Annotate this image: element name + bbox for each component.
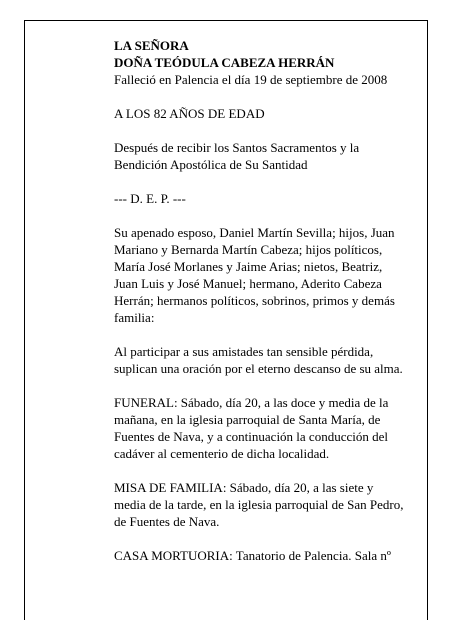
death-notice: Falleció en Palencia el día 19 de septiembre de 2008 xyxy=(114,72,388,87)
family-line: Juan Luis y José Manuel; hermano, Aderito Cabeza xyxy=(114,276,382,291)
spacer xyxy=(114,326,414,343)
family-line: familia: xyxy=(114,310,155,325)
spacer xyxy=(114,530,414,547)
family-line: Su apenado esposo, Daniel Martín Sevilla; hijos, Juan xyxy=(114,225,395,240)
mortuary-line: CASA MORTUORIA: Tanatorio de Palencia. Sala nº xyxy=(114,548,391,563)
sacraments-line: Bendición Apostólica de Su Santidad xyxy=(114,157,308,172)
funeral-line: FUNERAL: Sábado, día 20, a las doce y media de la xyxy=(114,395,389,410)
age-line: A LOS 82 AÑOS DE EDAD xyxy=(114,106,265,121)
funeral-line: cadáver al cementerio de dicha localidad. xyxy=(114,446,330,461)
funeral-line: Fuentes de Nava, y a continuación la conducción del xyxy=(114,429,388,444)
deceased-name: DOÑA TEÓDULA CABEZA HERRÁN xyxy=(114,55,335,70)
family-mass-line: media de la tarde, en la iglesia parroquial de San Pedro, xyxy=(114,497,404,512)
spacer xyxy=(114,122,414,139)
family-line: Mariano y Bernarda Martín Cabeza; hijos políticos, xyxy=(114,242,383,257)
spacer xyxy=(114,207,414,224)
family-line: María José Morlanes y Jaime Arias; nietos, Beatriz, xyxy=(114,259,383,274)
sacraments-line: Después de recibir los Santos Sacramentos y la xyxy=(114,140,360,155)
family-mass-line: MISA DE FAMILIA: Sábado, día 20, a las siete y xyxy=(114,480,374,495)
spacer xyxy=(114,377,414,394)
spacer xyxy=(114,88,414,105)
spacer xyxy=(114,173,414,190)
funeral-line: mañana, en la iglesia parroquial de Santa María, de xyxy=(114,412,381,427)
title-line-1: LA SEÑORA xyxy=(114,38,189,53)
request-line: Al participar a sus amistades tan sensible pérdida, xyxy=(114,344,374,359)
family-line: Herrán; hermanos políticos, sobrinos, primos y demás xyxy=(114,293,395,308)
obituary-text xyxy=(114,37,414,564)
family-mass-line: de Fuentes de Nava. xyxy=(114,514,220,529)
rip-line: --- D. E. P. --- xyxy=(114,191,186,206)
request-line: suplican una oración por el eterno descanso de su alma. xyxy=(114,361,403,376)
spacer xyxy=(114,462,414,479)
